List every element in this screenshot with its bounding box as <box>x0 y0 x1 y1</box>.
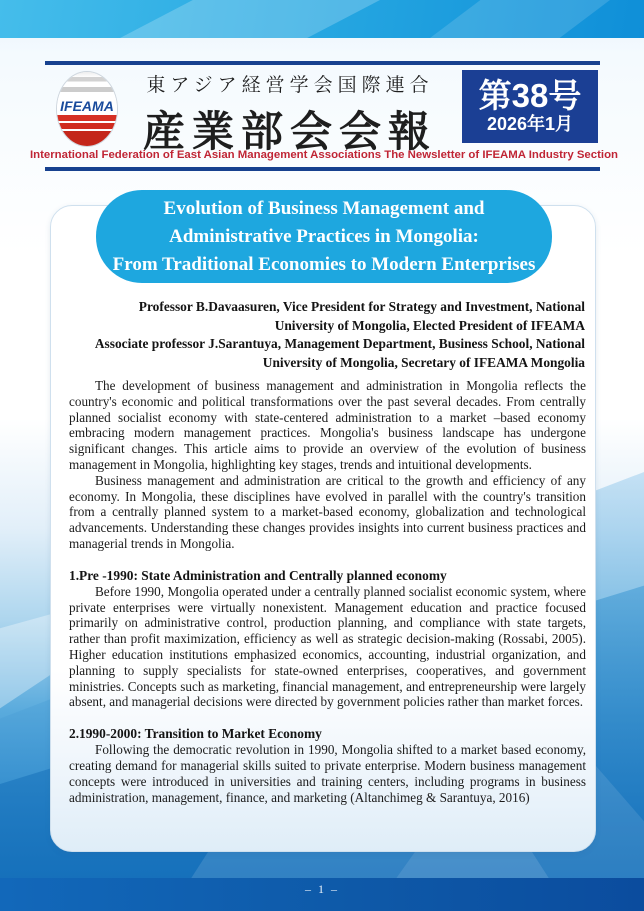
organization-subtitle-en: International Federation of East Asian Management Associations The Newsletter of IFEAMA Industry Section <box>30 149 618 161</box>
section-heading-1: 1.Pre -1990: State Administration and Centrally planned economy <box>69 567 447 583</box>
article-title-line: Administrative Practices in Mongolia: <box>169 225 479 247</box>
issue-box <box>462 70 598 143</box>
header-title-block <box>125 70 455 159</box>
author-line: University of Mongolia, Elected President of IFEAMA <box>274 317 585 333</box>
ifeama-logo <box>57 72 117 146</box>
intro-paragraph: Business management and administration are critical to the growth and efficiency of any economy. In Mongolia, these disciplines have evolved in parallel with the country's transition from a centrally planned system to a market-based economy, globalization and technological advancements. Understanding these changes provides insights into current business practices and managerial trends in Mongolia. <box>69 472 586 551</box>
intro-paragraph: The development of business management and administration in Mongolia reflects the country's economic and political transformations over the past several decades. From centrally planned socialist economy with state-centered administration to a market –based economy embracing modern management practices. Mongolia's business landscape has undergone significant changes. This article aims to provide an overview of the evolution of business management in Mongolia, highlighting key stages, trends and intuitional developments. <box>69 378 586 472</box>
author-line: Professor B.Davaasuren, Vice President for Strategy and Investment, National <box>138 299 585 314</box>
diagonal-streak <box>120 0 380 38</box>
article-title-line: From Traditional Economies to Modern Enterprises <box>112 253 536 275</box>
article-card <box>50 197 596 852</box>
article-body <box>69 378 586 805</box>
section-heading-2: 2.1990-2000: Transition to Market Economy <box>69 726 322 742</box>
page-number: – 1 – <box>305 882 339 896</box>
section-body-2: Following the democratic revolution in 1990, Mongolia shifted to a market based economy, creating demand for managerial skills suited to private enterprise. Modern business management concepts were introduced in universities and training centers, including programs in business administration, management, finance, and marketing (Altanchimeg & Sarantuya, 2016) <box>69 742 586 805</box>
author-block <box>71 298 585 372</box>
top-gradient-band <box>0 0 644 38</box>
header-rule-top <box>45 61 600 65</box>
article-title-banner <box>96 190 552 283</box>
article-title-line: Evolution of Business Management and <box>163 197 485 219</box>
ifeama-logo-text: IFEAMA <box>60 98 114 114</box>
diagonal-streak <box>430 0 610 38</box>
issue-number: 第38号 <box>478 76 582 114</box>
organization-name-jp: 東アジア経営学会国際連合 <box>146 75 434 96</box>
header-rule-bottom <box>45 167 600 171</box>
author-line: Associate professor J.Sarantuya, Management Department, Business School, National <box>94 336 585 352</box>
author-line: University of Mongolia, Secretary of IFEAMA Mongolia <box>262 354 585 370</box>
section-body-1: Before 1990, Mongolia operated under a centrally planned socialist economic system, where private enterprises were virtually nonexistent. Management education and practice focused primarily on administrative control, production planning, and compliance with state targets, rather than profit maximization, efficiency as well as strategic decision-making (Rossabi, 2005). Higher education institutions emphasized economics, accounting, industrial organization, and planning to supply specialists for state-owned enterprises, cooperatives, and government ministries. Concepts such as marketing, financial management, and entrepreneurship were largely absent, and managerial decisions were directed by government policies rather than market forces. <box>69 583 586 710</box>
newsletter-title-jp: 産業部会会報 <box>142 108 437 155</box>
issue-date: 2026年1月 <box>486 113 574 134</box>
